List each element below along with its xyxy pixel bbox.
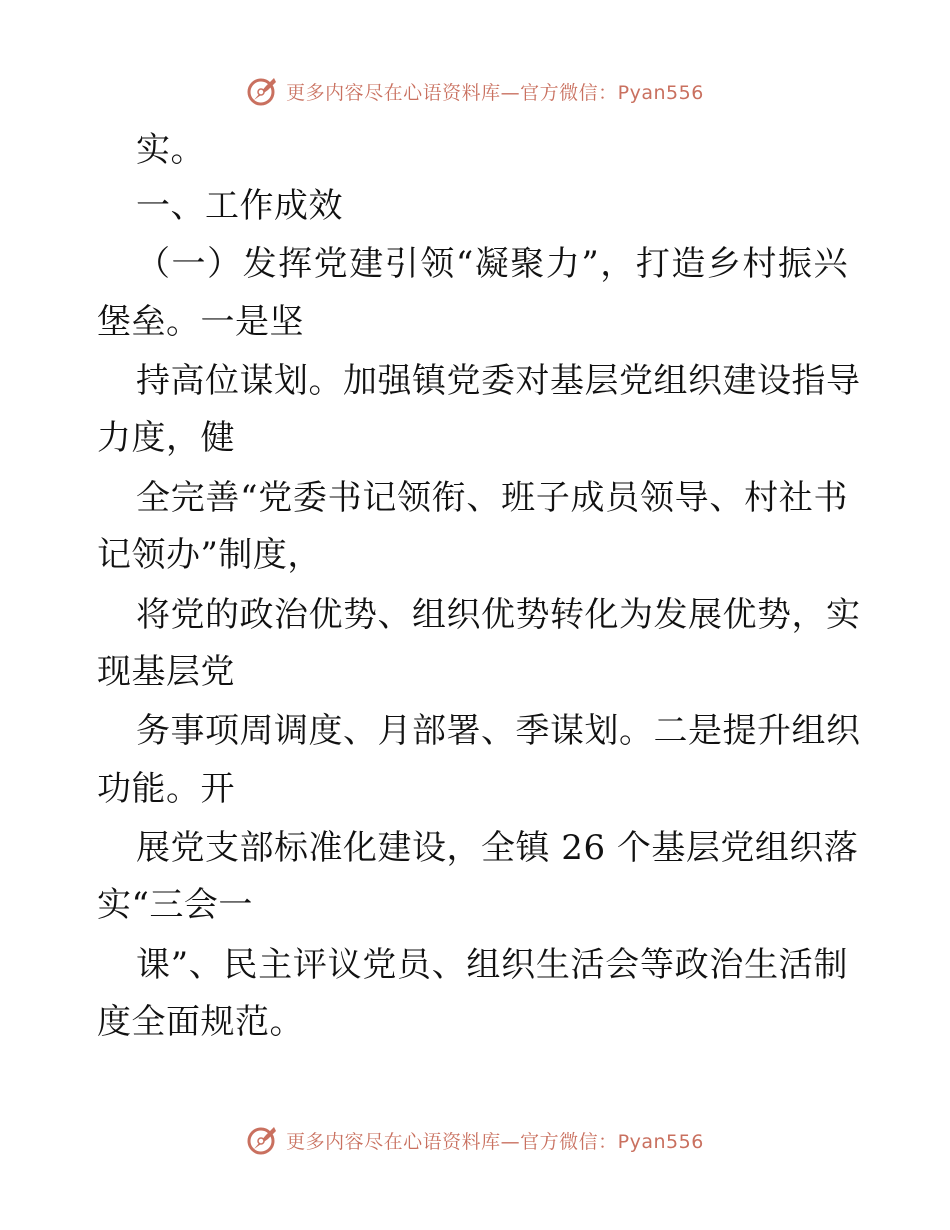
body-line-8: 记领办”制度， [97,535,322,575]
body-line-16: 度全面规范。 [97,1002,304,1042]
footer-watermark [0,1120,950,1160]
body-line-9: 将党的政治优势、组织优势转化为发展优势，实 [136,595,861,635]
watermark-text: 更多内容尽在心语资料库—官方微信：Pyan556 [286,1130,704,1153]
body-line-7: 全完善“党委书记领衔、班子成员领导、村社书 [136,478,848,518]
body-line-1: 实。 [136,130,205,170]
body-line-13: 展党支部标准化建设，全镇 26 个基层党组织落 [136,828,859,868]
body-line-12: 功能。开 [97,769,235,809]
section-heading: 一、工作成效 [136,186,343,226]
pen-nib-logo-icon [246,1123,280,1157]
pen-nib-logo-icon [246,74,280,108]
body-line-5: 持高位谋划。加强镇党委对基层党组织建设指导 [136,361,861,401]
body-line-3: （一）发挥党建引领“凝聚力”，打造乡村振兴 [136,244,848,284]
body-line-6: 力度，健 [97,418,235,458]
watermark-text: 更多内容尽在心语资料库—官方微信：Pyan556 [286,81,704,104]
body-line-15: 课”、民主评议党员、组织生活会等政治生活制 [136,945,848,985]
header-watermark [0,71,950,111]
body-line-11: 务事项周调度、月部署、季谋划。二是提升组织 [136,711,861,751]
body-line-14: 实“三会一 [97,885,253,925]
body-line-4: 堡垒。一是坚 [97,302,304,342]
body-line-10: 现基层党 [97,652,235,692]
